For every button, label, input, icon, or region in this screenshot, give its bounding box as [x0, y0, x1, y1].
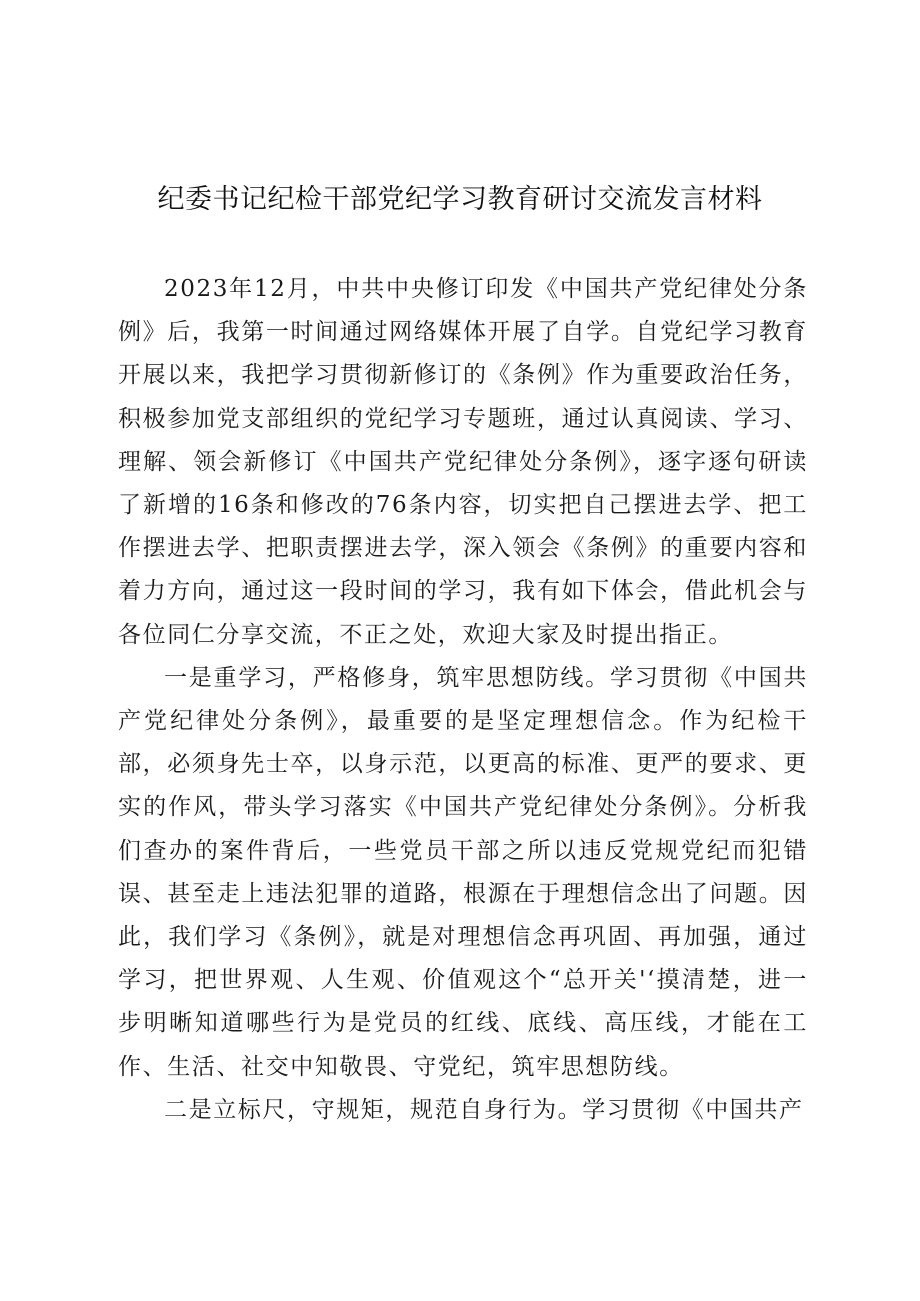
paragraph-intro: 2023年12月，中共中央修订印发《中国共产党纪律处分条例》后，我第一时间通过网络媒体开展了自学。自党纪学习教育开展以来，我把学习贯彻新修订的《条例》作为重要政治任务，积极参加党支部组织的党纪学习专题班，通过认真阅读、学习、理解、领会新修订《中国共产党纪律处分条例》，逐字逐句研读了新增的16条和修改的76条内容，切实把自己摆进去学、把工作摆进去学、把职责摆进去学，深入领会《条例》的重要内容和着力方向，通过这一段时间的学习，我有如下体会，借此机会与各位同仁分享交流，不正之处，欢迎大家及时提出指正。: [118, 276, 808, 648]
document-title: 纪委书记纪检干部党纪学习教育研讨交流发言材料: [157, 184, 763, 215]
document-body: [118, 268, 808, 1132]
paragraph-point-two: 二是立标尺，守规矩，规范自身行为。学习贯彻《中国共产: [164, 1096, 804, 1123]
paragraph-point-one: 一是重学习，严格修身，筑牢思想防线。学习贯彻《中国共产党纪律处分条例》，最重要的是坚定理想信念。作为纪检干部，必须身先士卒，以身示范，以更高的标准、更严的要求、更实的作风，带头学习落实《中国共产党纪律处分条例》。分析我们查办的案件背后，一些党员干部之所以违反党规党纪而犯错误、甚至走上违法犯罪的道路，根源在于理想信念出了问题。因此，我们学习《条例》，就是对理想信念再巩固、再加强，通过学习，把世界观、人生观、价值观这个“总开关'‘摸清楚，进一步明晰知道哪些行为是党员的红线、底线、高压线，才能在工作、生活、社交中知敬畏、守党纪，筑牢思想防线。: [118, 664, 808, 1080]
